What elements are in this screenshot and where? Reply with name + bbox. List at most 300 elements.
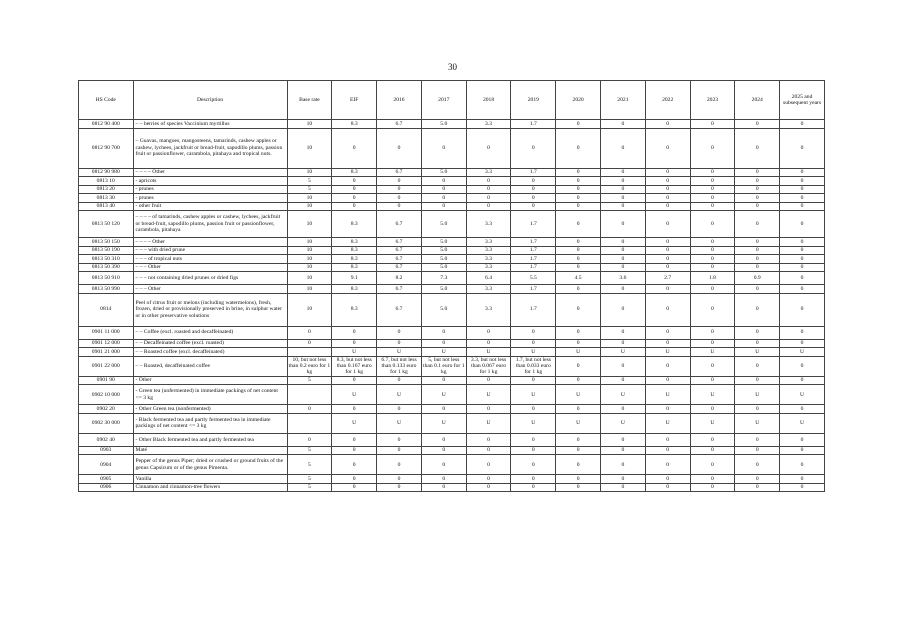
rate-cell: 10 (287, 168, 332, 177)
description-cell: – – – – of tamarinds, cashew apples or cashew, lychees, jackfruit or bread-fruit, sapodillo plums, passion fruit or passionflower, carambola, pitahaya (133, 211, 287, 238)
rate-cell: 7.3 (421, 272, 466, 285)
rate-cell: 0.9 (735, 272, 780, 285)
rate-cell: U (421, 348, 466, 357)
rate-cell: 0 (690, 356, 735, 376)
rate-cell: 0 (377, 185, 422, 194)
rate-cell: 0 (332, 433, 377, 446)
rate-cell: U (601, 348, 646, 357)
rate-cell: 1.7 (511, 120, 556, 129)
rate-cell: 0 (690, 446, 735, 455)
rate-cell: 5.0 (421, 263, 466, 272)
rate-cell: 5 (287, 376, 332, 385)
rate-cell: 0 (645, 185, 690, 194)
rate-cell: 0 (421, 185, 466, 194)
rate-cell: 0 (377, 433, 422, 446)
description-cell: - prunes (133, 185, 287, 194)
column-header: 2021 (601, 81, 646, 120)
rate-cell: 8.3 (332, 238, 377, 247)
rate-cell: 0 (780, 255, 825, 264)
column-header: 2017 (421, 81, 466, 120)
rate-cell: 0 (735, 446, 780, 455)
rate-cell: 0 (332, 405, 377, 414)
rate-cell: 8.3 (332, 285, 377, 294)
description-cell: - prunes (133, 194, 287, 203)
rate-cell: 5.5 (511, 272, 556, 285)
rate-cell: 0 (421, 128, 466, 168)
rate-cell: 0 (511, 433, 556, 446)
rate-cell: 6.7 (377, 263, 422, 272)
rate-cell: 1.8 (690, 272, 735, 285)
table-row (79, 376, 825, 385)
description-cell: – – – – Other (133, 238, 287, 247)
tariff-schedule-table (78, 80, 825, 492)
rate-cell: U (645, 385, 690, 405)
description-cell: – – – – Other (133, 168, 287, 177)
rate-cell: 0 (556, 376, 601, 385)
rate-cell: 3.3 (466, 211, 511, 238)
rate-cell: 10 (287, 293, 332, 326)
rate-cell: 0 (780, 455, 825, 475)
rate-cell: 0 (645, 339, 690, 348)
column-header: 2020 (556, 81, 601, 120)
rate-cell: 0 (780, 263, 825, 272)
rate-cell: 0 (601, 202, 646, 211)
hs-code-cell: 0813 50 150 (79, 238, 134, 247)
rate-cell: 0 (735, 376, 780, 385)
rate-cell: 0 (377, 177, 422, 186)
rate-cell: 0 (690, 177, 735, 186)
rate-cell: 0 (780, 177, 825, 186)
rate-cell: 0 (421, 455, 466, 475)
rate-cell: 0 (690, 263, 735, 272)
description-cell: – – – not containing dried prunes or dried figs (133, 272, 287, 285)
rate-cell: 3.3 (466, 120, 511, 129)
rate-cell: 10, but not less than 0.2 euro for 1 kg (288, 356, 331, 376)
hs-code-cell: 0813 40 (79, 202, 134, 211)
rate-cell: 0 (377, 405, 422, 414)
rate-cell: 0 (332, 475, 377, 484)
hs-code-cell: 0813 50 190 (79, 246, 134, 255)
rate-cell: 0 (735, 263, 780, 272)
rate-cell: 0 (735, 238, 780, 247)
rate-cell: 0 (735, 194, 780, 203)
rate-cell: 0 (780, 211, 825, 238)
table-row (79, 293, 825, 326)
rate-cell: 1.7, but not less than 0.033 euro for 1 kg (511, 356, 556, 376)
rate-cell: 10 (287, 238, 332, 247)
rate-cell: 0 (735, 177, 780, 186)
rate-cell: U (466, 348, 511, 357)
rate-cell: 0 (780, 433, 825, 446)
rate-cell: 0 (645, 168, 690, 177)
rate-cell: 0 (780, 293, 825, 326)
table-row (79, 405, 825, 414)
hs-code-cell: 0813 50 310 (79, 255, 134, 264)
rate-cell: 0 (735, 255, 780, 264)
rate-cell: 0 (511, 128, 556, 168)
rate-cell: 0 (377, 446, 422, 455)
description-cell: – – berries of species Vaccinium myrtillus (133, 120, 287, 129)
table-row (79, 177, 825, 186)
rate-cell: 6.7 (377, 285, 422, 294)
rate-cell: U (332, 385, 377, 405)
rate-cell: 5.0 (421, 293, 466, 326)
description-cell: Vanilla (133, 475, 287, 484)
rate-cell: 0 (690, 211, 735, 238)
rate-cell: 0 (735, 211, 780, 238)
rate-cell: U (645, 413, 690, 433)
rate-cell: 0 (735, 339, 780, 348)
column-header: 2024 (735, 81, 780, 120)
rate-cell: 8.3 (332, 120, 377, 129)
rate-cell: 10 (287, 128, 332, 168)
table-row (79, 339, 825, 348)
rate-cell: 0 (601, 339, 646, 348)
rate-cell: 0 (690, 483, 735, 492)
rate-cell: 0 (332, 128, 377, 168)
rate-cell: U (556, 348, 601, 357)
rate-cell: 0 (421, 475, 466, 484)
rate-cell: 0 (556, 446, 601, 455)
description-cell: – – – with dried prune (133, 246, 287, 255)
rate-cell: 0 (332, 339, 377, 348)
rate-cell: 0 (690, 405, 735, 414)
rate-cell: 4.5 (556, 272, 601, 285)
rate-cell: 3.6 (601, 272, 646, 285)
rate-cell: 5.0 (421, 120, 466, 129)
rate-cell: 0 (511, 475, 556, 484)
rate-cell: 0 (556, 326, 601, 339)
rate-cell: 0 (645, 446, 690, 455)
rate-cell: 10 (287, 272, 332, 285)
description-cell: – – – of tropical nuts (133, 255, 287, 264)
rate-cell: 5 (287, 483, 332, 492)
rate-cell: 0 (377, 339, 422, 348)
hs-code-cell: 0904 (79, 455, 134, 475)
rate-cell: 0 (421, 194, 466, 203)
rate-cell: 0 (421, 326, 466, 339)
rate-cell: 0 (556, 405, 601, 414)
rate-cell: 0 (735, 185, 780, 194)
rate-cell: 0 (287, 339, 332, 348)
hs-code-cell: 0901 12 000 (79, 339, 134, 348)
rate-cell: 0 (780, 168, 825, 177)
column-header: 2019 (511, 81, 556, 120)
hs-code-cell: 0813 10 (79, 177, 134, 186)
rate-cell: 5 (287, 455, 332, 475)
table-row (79, 211, 825, 238)
rate-cell: 0 (556, 285, 601, 294)
hs-code-cell: 0813 50 390 (79, 263, 134, 272)
rate-cell: 6.7 (377, 246, 422, 255)
rate-cell: 0 (421, 446, 466, 455)
table-row (79, 483, 825, 492)
table-row (79, 128, 825, 168)
rate-cell: 0 (690, 339, 735, 348)
rate-cell: 6.7 (377, 120, 422, 129)
rate-cell: 10 (287, 194, 332, 203)
rate-cell: 0 (466, 128, 511, 168)
rate-cell: 8.2 (377, 272, 422, 285)
rate-cell: 0 (377, 326, 422, 339)
column-header: 2018 (466, 81, 511, 120)
column-header: 2025 and subsequent years (780, 81, 825, 120)
rate-cell: 0 (332, 446, 377, 455)
rate-cell: 5 (287, 475, 332, 484)
rate-cell: 10 (287, 211, 332, 238)
rate-cell: 0 (601, 405, 646, 414)
rate-cell: 8.3 (332, 168, 377, 177)
rate-cell: 0 (601, 293, 646, 326)
rate-cell: 8.3 (332, 263, 377, 272)
rate-cell: U (421, 385, 466, 405)
rate-cell: U (645, 348, 690, 357)
description-cell: – – Roasted, decaffeinated coffee (133, 356, 287, 376)
column-header: EIF (332, 81, 377, 120)
rate-cell: 0 (466, 446, 511, 455)
rate-cell: 3.3 (466, 246, 511, 255)
hs-code-cell: 0813 30 (79, 194, 134, 203)
rate-cell: 6.7 (377, 168, 422, 177)
table-row (79, 168, 825, 177)
column-header: Description (133, 81, 287, 120)
rate-cell: U (421, 413, 466, 433)
rate-cell: 0 (556, 433, 601, 446)
rate-cell: 0 (466, 483, 511, 492)
rate-cell: 0 (780, 446, 825, 455)
rate-cell: 0 (466, 376, 511, 385)
rate-cell: U (735, 413, 780, 433)
rate-cell: 0 (690, 433, 735, 446)
table-row (79, 202, 825, 211)
rate-cell: 0 (690, 455, 735, 475)
rate-cell: 0 (780, 405, 825, 414)
rate-cell: 0 (690, 376, 735, 385)
rate-cell: 0 (511, 194, 556, 203)
rate-cell: 0 (556, 202, 601, 211)
hs-code-cell: 0813 50 990 (79, 285, 134, 294)
rate-cell: 0 (287, 405, 332, 414)
rate-cell: 0 (601, 446, 646, 455)
rate-cell: 0 (645, 202, 690, 211)
hs-code-cell: 0902 10 000 (79, 385, 134, 405)
rate-cell: 0 (690, 128, 735, 168)
rate-cell: 6.7 (377, 211, 422, 238)
rate-cell: 0 (556, 475, 601, 484)
rate-cell: 5.0 (421, 246, 466, 255)
column-header: 2016 (377, 81, 422, 120)
description-cell: Cinnamon and cinnamon-tree flowers (133, 483, 287, 492)
rate-cell: U (511, 348, 556, 357)
rate-cell: 0 (690, 475, 735, 484)
rate-cell: 0 (556, 128, 601, 168)
rate-cell: 0 (780, 185, 825, 194)
rate-cell: 0 (690, 238, 735, 247)
rate-cell: 5, but not less than 0.1 euro for 1 kg (423, 356, 465, 376)
rate-cell: 1.7 (511, 168, 556, 177)
rate-cell: 0 (332, 455, 377, 475)
rate-cell: 9.1 (332, 272, 377, 285)
rate-cell: 0 (735, 246, 780, 255)
rate-cell: 0 (645, 177, 690, 186)
rate-cell: 0 (332, 185, 377, 194)
rate-cell: 6.7 (377, 238, 422, 247)
table-row (79, 285, 825, 294)
table-row (79, 185, 825, 194)
rate-cell: 3.3 (466, 168, 511, 177)
rate-cell: 0 (466, 433, 511, 446)
rate-cell: 0 (377, 194, 422, 203)
rate-cell: 0 (556, 194, 601, 203)
rate-cell: 0 (690, 202, 735, 211)
rate-cell: 10 (287, 263, 332, 272)
rate-cell: 0 (690, 185, 735, 194)
rate-cell: 0 (601, 455, 646, 475)
rate-cell: 0 (511, 483, 556, 492)
table-row (79, 356, 825, 376)
rate-cell: 8.3, but not less than 0.167 euro for 1 kg (332, 356, 377, 376)
rate-cell: 0 (735, 202, 780, 211)
hs-code-cell: 0901 21 000 (79, 348, 134, 357)
rate-cell: 0 (511, 446, 556, 455)
rate-cell: 0 (690, 120, 735, 129)
rate-cell: 0 (645, 246, 690, 255)
rate-cell: 0 (645, 455, 690, 475)
rate-cell: 0 (332, 202, 377, 211)
rate-cell: 0 (601, 168, 646, 177)
rate-cell: 0 (601, 483, 646, 492)
rate-cell: 0 (511, 185, 556, 194)
rate-cell: 0 (466, 326, 511, 339)
rate-cell: 0 (377, 475, 422, 484)
rate-cell: 0 (690, 194, 735, 203)
rate-cell: 0 (421, 339, 466, 348)
rate-cell: 0 (556, 483, 601, 492)
description-cell: - apricots (133, 177, 287, 186)
rate-cell: 0 (332, 326, 377, 339)
rate-cell: 6.7 (377, 293, 422, 326)
rate-cell: 0 (377, 128, 422, 168)
table-row (79, 326, 825, 339)
rate-cell: U (466, 413, 511, 433)
rate-cell: 10 (287, 285, 332, 294)
hs-code-cell: 0902 40 (79, 433, 134, 446)
rate-cell: 5.0 (421, 255, 466, 264)
rate-cell: 0 (601, 326, 646, 339)
rate-cell: U (377, 413, 422, 433)
hs-code-cell: 0901 90 (79, 376, 134, 385)
rate-cell: 0 (556, 120, 601, 129)
column-header: 2022 (645, 81, 690, 120)
rate-cell: 0 (735, 405, 780, 414)
rate-cell: 0 (601, 433, 646, 446)
rate-cell: 8.3 (332, 211, 377, 238)
rate-cell: 0 (780, 238, 825, 247)
hs-code-cell: 0813 20 (79, 185, 134, 194)
rate-cell: 0 (780, 128, 825, 168)
rate-cell: 0 (601, 376, 646, 385)
rate-cell: U (511, 385, 556, 405)
rate-cell: 0 (556, 168, 601, 177)
rate-cell: U (690, 348, 735, 357)
table-row (79, 238, 825, 247)
rate-cell: 0 (421, 405, 466, 414)
rate-cell: 0 (556, 185, 601, 194)
table-row (79, 446, 825, 455)
rate-cell: 0 (511, 339, 556, 348)
rate-cell: 0 (332, 376, 377, 385)
rate-cell: 0 (466, 339, 511, 348)
rate-cell: U (780, 385, 825, 405)
rate-cell: 0 (556, 246, 601, 255)
rate-cell: 0 (645, 211, 690, 238)
rate-cell: 0 (556, 356, 601, 376)
rate-cell: U (690, 413, 735, 433)
rate-cell: U (780, 413, 825, 433)
rate-cell: U (466, 385, 511, 405)
description-cell: – – Roasted coffee (excl. decaffeinated) (133, 348, 287, 357)
rate-cell: 0 (332, 177, 377, 186)
rate-cell: U (377, 348, 422, 357)
rate-cell: 8.3 (332, 293, 377, 326)
rate-cell: 3.3 (466, 293, 511, 326)
rate-cell: 0 (377, 455, 422, 475)
hs-code-cell: 0903 (79, 446, 134, 455)
rate-cell: 5 (287, 177, 332, 186)
rate-cell: 0 (466, 177, 511, 186)
rate-cell: 0 (645, 356, 690, 376)
rate-cell: 10 (287, 246, 332, 255)
rate-cell: 0 (601, 263, 646, 272)
rate-cell: 0 (645, 405, 690, 414)
description-cell: - Green tea (unfermented) in immediate packings of net content <= 3 kg (133, 385, 287, 405)
rate-cell: U (601, 385, 646, 405)
column-header: Base rate (287, 81, 332, 120)
description-cell: - Black fermented tea and partly fermented tea in immediate packings of net content <= 3 kg (133, 413, 287, 433)
rate-cell: 0 (645, 483, 690, 492)
rate-cell: 0 (556, 238, 601, 247)
rate-cell: 0 (735, 293, 780, 326)
rate-cell: 0 (556, 339, 601, 348)
hs-code-cell: 0812 90 400 (79, 120, 134, 129)
rate-cell: 0 (645, 326, 690, 339)
rate-cell: 0 (601, 246, 646, 255)
rate-cell: 0 (645, 238, 690, 247)
rate-cell: 5.0 (421, 211, 466, 238)
rate-cell: 10 (287, 120, 332, 129)
rate-cell: 0 (466, 202, 511, 211)
rate-cell: U (377, 385, 422, 405)
rate-cell: 8.3 (332, 246, 377, 255)
description-cell: - Other (133, 376, 287, 385)
rate-cell: 0 (421, 376, 466, 385)
rate-cell: 0 (780, 483, 825, 492)
rate-cell: 0 (780, 120, 825, 129)
rate-cell: 0 (556, 455, 601, 475)
rate-cell: 0 (601, 255, 646, 264)
rate-cell: 0 (287, 326, 332, 339)
hs-code-cell: 0902 20 (79, 405, 134, 414)
rate-cell: 1.7 (511, 263, 556, 272)
rate-cell: U (556, 413, 601, 433)
rate-cell: 0 (735, 433, 780, 446)
rate-cell: 5 (287, 185, 332, 194)
rate-cell: 0 (601, 185, 646, 194)
description-cell: – Guavas, mangoes, mangosteens, tamarinds, cashew apples or cashew, lychees, jackfruit or bread-fruit, sapodillo plums, passion fruit or passionflower, carambola, pitahaya and tropical nuts. (133, 128, 287, 168)
table-row (79, 194, 825, 203)
rate-cell: 0 (690, 246, 735, 255)
table-row (79, 120, 825, 129)
